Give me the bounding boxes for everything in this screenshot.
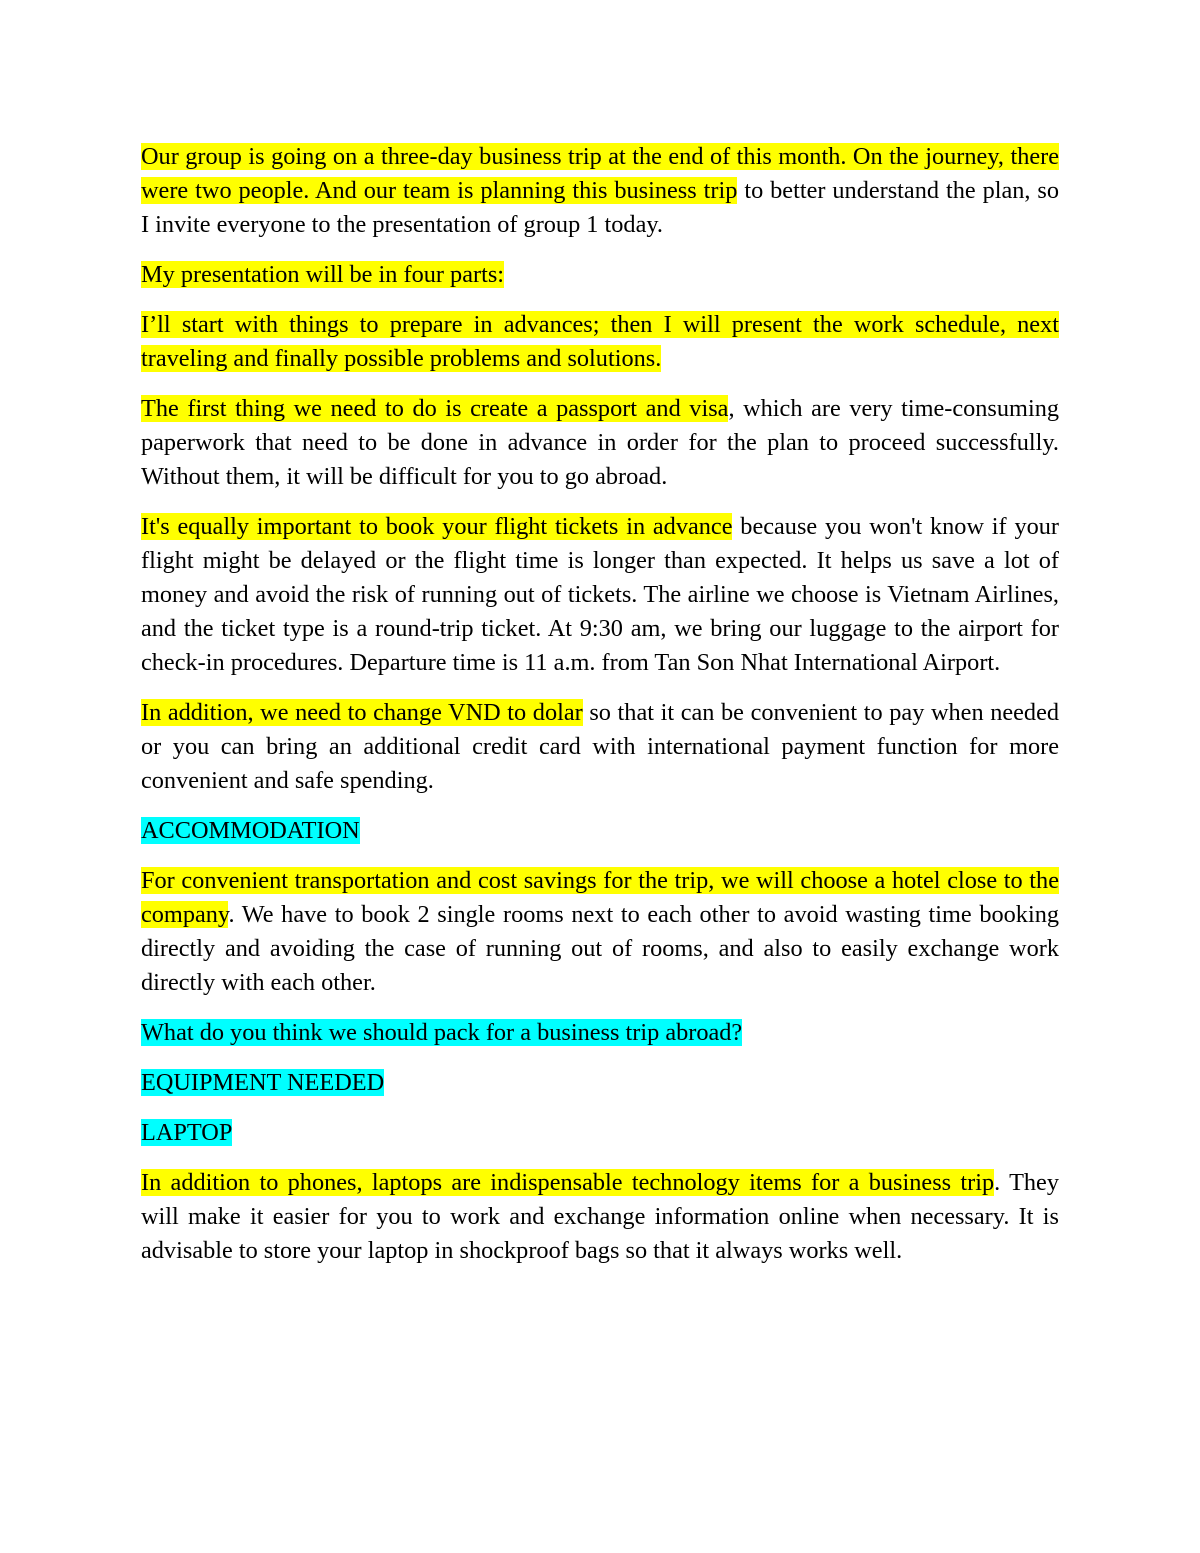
highlighted-text: The first thing we need to do is create a passport and visa (141, 395, 729, 422)
highlighted-heading: EQUIPMENT NEEDED (141, 1069, 385, 1096)
paragraph-laptop (141, 1166, 1059, 1268)
highlighted-heading: LAPTOP (141, 1119, 233, 1146)
body-text: , which are very time-consuming paperwork that need to be done in advance in order for the plan to proceed successfully. Without them, it will be difficult for you to go abroad. (141, 395, 1059, 490)
paragraph-hotel (141, 864, 1059, 1000)
highlighted-text: It's equally important to book your flight tickets in advance (141, 513, 733, 540)
highlighted-heading: ACCOMMODATION (141, 817, 360, 844)
body-text: . We have to book 2 single rooms next to each other to avoid wasting time booking directly and avoiding the case of running out of rooms, and also to easily exchange work directly with each other. (141, 901, 1059, 996)
highlighted-text: Our group is going on a three-day business trip at the end of this month. On the journey, there were two people. And our team is planning this business trip (141, 143, 1059, 204)
section-heading-laptop (141, 1116, 1059, 1150)
section-heading-equipment (141, 1066, 1059, 1100)
body-text: to better understand the plan, so I invite everyone to the presentation of group 1 today. (141, 177, 1060, 238)
paragraph-passport (141, 392, 1059, 494)
body-text: . They will make it easier for you to work and exchange information online when necessary. It is advisable to store your laptop in shockproof bags so that it always works well. (141, 1169, 1059, 1264)
highlighted-text: In addition, we need to change VND to dolar (141, 699, 583, 726)
highlighted-text: In addition to phones, laptops are indispensable technology items for a business trip (141, 1169, 995, 1196)
paragraph-flight (141, 510, 1059, 680)
paragraph-outline (141, 308, 1059, 376)
highlighted-text: I’ll start with things to prepare in advances; then I will present the work schedule, next traveling and finally possible problems and solutions. (141, 311, 1059, 372)
body-text: because you won't know if your flight might be delayed or the flight time is longer than expected. It helps us save a lot of money and avoid the risk of running out of tickets. The airline we choose is Vietnam Airlines, and the ticket type is a round-trip ticket. At 9:30 am, we bring our luggage to the airport for check-in procedures. Departure time is 11 a.m. from Tan Son Nhat International Airport. (141, 513, 1059, 676)
paragraph-intro (141, 140, 1059, 242)
paragraph-parts-heading (141, 258, 1059, 292)
section-heading-accommodation (141, 814, 1059, 848)
document-body (141, 140, 1059, 1284)
highlighted-question: What do you think we should pack for a business trip abroad? (141, 1019, 743, 1046)
highlighted-text: For convenient transportation and cost savings for the trip, we will choose a hotel close to the company (141, 867, 1059, 928)
highlighted-text: My presentation will be in four parts: (141, 261, 505, 288)
paragraph-question (141, 1016, 1059, 1050)
paragraph-currency (141, 696, 1059, 798)
body-text: so that it can be convenient to pay when needed or you can bring an additional credit card with international payment function for more convenient and safe spending. (141, 699, 1060, 794)
